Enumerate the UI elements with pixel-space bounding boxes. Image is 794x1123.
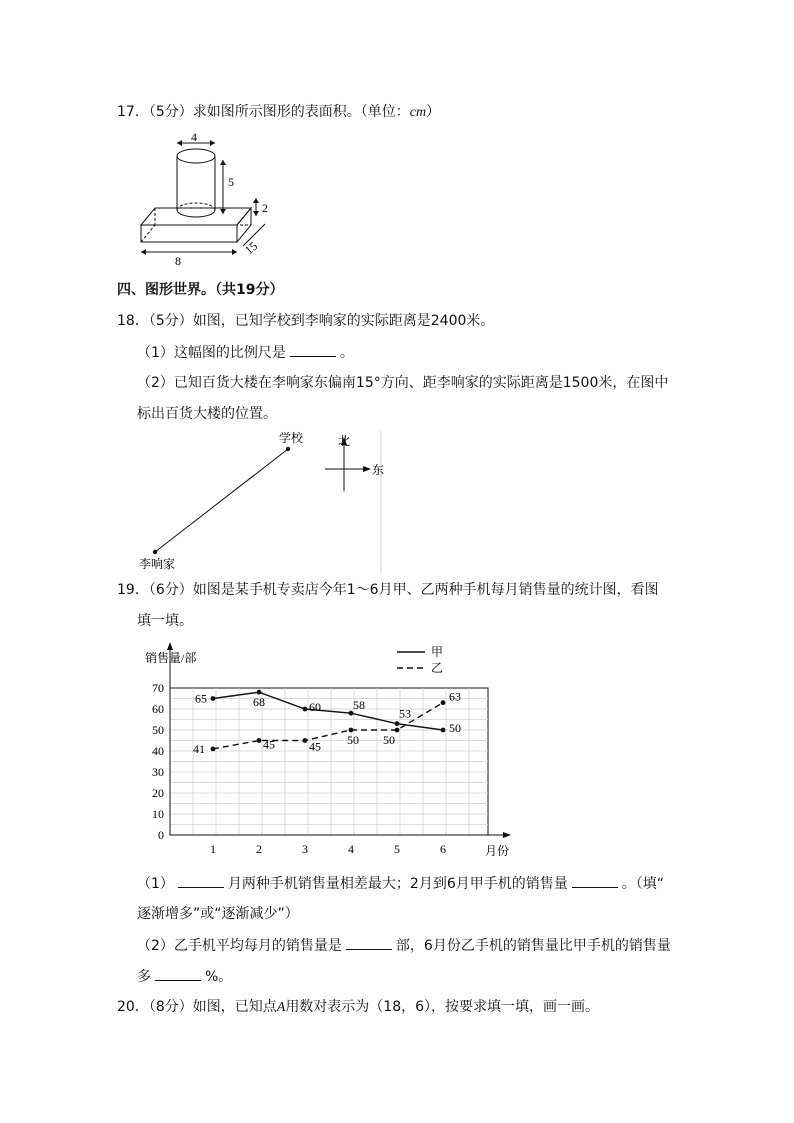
- q19-line-chart: [135, 640, 535, 860]
- legend-label-乙: 乙: [431, 661, 444, 675]
- x-tick-label: 3: [302, 842, 308, 856]
- y-tick-label: 60: [152, 702, 164, 716]
- q18-sub2-line1: （2）已知百货大楼在李响家东偏南15°方向、距李响家的实际距离是1500米，在图中: [137, 375, 669, 391]
- east-arrow-icon: [363, 466, 371, 472]
- dim-box-label: 2: [262, 201, 268, 215]
- q20-score: （8分）: [148, 999, 193, 1015]
- data-point-乙: [349, 728, 354, 733]
- dim-cyl-label: 5: [228, 175, 234, 189]
- y-axis-title: 销售量/部: [145, 651, 197, 665]
- cylinder-top: [177, 149, 215, 163]
- q18-sub2-line2: 标出百货大楼的位置。: [137, 406, 277, 422]
- data-point-乙: [395, 728, 400, 733]
- data-label-甲: 65: [195, 691, 207, 706]
- school-point: [286, 447, 290, 451]
- q17-close: ）: [426, 104, 441, 120]
- q17-text: 求如图所示图形的表面积。（单位：: [192, 104, 410, 120]
- data-label-甲: 50: [449, 721, 461, 735]
- y-tick-label: 70: [152, 681, 164, 695]
- q18-sub1-suffix: 。: [339, 345, 354, 361]
- q20-text-a: 如图，已知点: [192, 999, 277, 1015]
- chart-legend: [397, 645, 443, 675]
- q19-sub2-line2: [137, 966, 232, 987]
- chart-grid: [170, 688, 488, 835]
- box-front: [141, 225, 237, 242]
- q20-line: [117, 997, 599, 1018]
- school-label: 学校: [279, 431, 304, 445]
- q19-sub2-percent: %。: [205, 969, 233, 985]
- data-point-乙: [303, 738, 308, 743]
- q19-sub2-blank1[interactable]: [346, 935, 392, 950]
- cylinder-bottom-back: [177, 203, 215, 210]
- chart-series: [193, 690, 461, 756]
- q19-sub2-blank2[interactable]: [155, 966, 201, 981]
- q17-number: 17．: [117, 104, 149, 120]
- dim-top-arrow-right: [210, 140, 215, 146]
- y-tick-label: 10: [152, 807, 164, 821]
- dim-box-arrow-bottom: [253, 211, 259, 216]
- q18-score: （5分）: [148, 313, 193, 329]
- x-axis-arrow-icon: [503, 832, 511, 838]
- q18-sub1-prefix: （1）这幅图的比例尺是: [137, 345, 286, 361]
- q19-line2: 填一填。: [137, 613, 193, 629]
- dim-len-arrow-right: [232, 249, 237, 255]
- q18-text: 如图，已知学校到李响家的实际距离是2400米。: [192, 313, 495, 329]
- data-point-乙: [211, 747, 216, 752]
- q17-figure: [135, 128, 275, 268]
- east-label: 东: [372, 463, 385, 477]
- data-point-甲: [257, 690, 262, 695]
- dim-top-label: 4: [191, 130, 197, 144]
- data-label-甲: 58: [353, 698, 365, 713]
- data-point-乙: [441, 700, 446, 705]
- q19-sub1-mid: 月两种手机销售量相差最大；2月到6月甲手机的销售量: [227, 876, 568, 892]
- q19-number: 19．: [117, 582, 149, 598]
- q20-text-b: 用数对表示为（18，6），按要求填一填，画一画。: [285, 999, 600, 1015]
- dim-box-arrow-top: [253, 198, 259, 203]
- legend-label-甲: 甲: [431, 645, 444, 659]
- x-tick-label: 1: [210, 842, 216, 856]
- q19-line1: [117, 580, 659, 600]
- box-side: [237, 208, 251, 242]
- x-tick-label: 2: [256, 842, 262, 856]
- school-home-segment: [155, 449, 288, 552]
- y-tick-label: 20: [152, 786, 164, 800]
- data-point-甲: [441, 728, 446, 733]
- q18-number: 18．: [117, 313, 149, 329]
- chart-axes: [167, 642, 511, 838]
- section-four-title: 四、图形世界。（共19分）: [117, 282, 284, 298]
- q17-unit: cm: [409, 105, 427, 120]
- q19-sub1-blank1[interactable]: [178, 873, 224, 888]
- box-hidden-edge-3: [141, 225, 155, 242]
- q17-score: （5分）: [148, 104, 193, 120]
- dim-len-label: 8: [175, 254, 181, 268]
- home-point: [153, 550, 157, 554]
- data-point-甲: [303, 707, 308, 712]
- x-axis-title: 月份: [485, 844, 510, 858]
- y-tick-label: 50: [152, 723, 164, 737]
- q20-number: 20．: [117, 999, 149, 1015]
- q19-text1: 如图是某手机专卖店今年1～6月甲、乙两种手机每月销售量的统计图，看图: [192, 582, 659, 598]
- cylinder-bottom-front: [177, 210, 215, 217]
- data-label-乙: 45: [263, 737, 275, 752]
- data-label-甲: 53: [399, 706, 411, 721]
- q19-sub1-line2: 逐渐增多”或“逐渐减少”）: [137, 906, 299, 922]
- data-point-甲: [395, 721, 400, 726]
- y-tick-label: 30: [152, 765, 164, 779]
- data-point-乙: [257, 738, 262, 743]
- x-tick-label: 4: [348, 842, 354, 856]
- q19-sub1-line1: [137, 873, 664, 894]
- q17-line: [117, 102, 440, 123]
- q19-sub1-prefix: （1）: [137, 876, 174, 892]
- dim-cyl-arrow-top: [220, 160, 226, 165]
- q18-sub1: [137, 342, 354, 363]
- q19-sub1-tail: 。（填“: [621, 876, 665, 892]
- north-label: 北: [338, 434, 351, 448]
- dim-cyl-arrow-bottom: [220, 209, 226, 214]
- q18-map: [135, 425, 385, 575]
- y-axis-arrow-icon: [167, 642, 173, 650]
- data-label-乙: 63: [449, 689, 461, 704]
- x-tick-label: 6: [440, 842, 446, 856]
- dim-len-arrow-left: [141, 249, 146, 255]
- q19-sub2-prefix: （2）乙手机平均每月的销售量是: [137, 938, 342, 954]
- q19-sub2-mid: 部，6月份乙手机的销售量比甲手机的销售量: [395, 938, 671, 954]
- y-tick-label: 0: [158, 828, 164, 842]
- q19-sub1-blank2[interactable]: [572, 873, 618, 888]
- data-label-乙: 45: [309, 739, 321, 754]
- data-label-乙: 50: [347, 733, 359, 747]
- data-label-乙: 41: [193, 741, 205, 756]
- x-tick-label: 5: [394, 842, 400, 856]
- q19-sub2-line1: [137, 935, 671, 956]
- q18-sub1-blank[interactable]: [290, 342, 336, 357]
- y-tick-label: 40: [152, 744, 164, 758]
- dim-top-arrow-left: [177, 140, 182, 146]
- q20-point-label: A: [276, 1000, 286, 1015]
- home-label: 李响家: [139, 557, 176, 571]
- data-label-甲: 68: [253, 695, 265, 710]
- q19-sub2-more: 多: [137, 969, 151, 985]
- dim-depth-label: 15: [241, 238, 261, 258]
- data-label-甲: 60: [309, 700, 321, 714]
- data-point-甲: [211, 696, 216, 701]
- q19-score: （6分）: [148, 582, 193, 598]
- data-label-乙: 50: [383, 733, 395, 747]
- q18-line: [117, 311, 494, 331]
